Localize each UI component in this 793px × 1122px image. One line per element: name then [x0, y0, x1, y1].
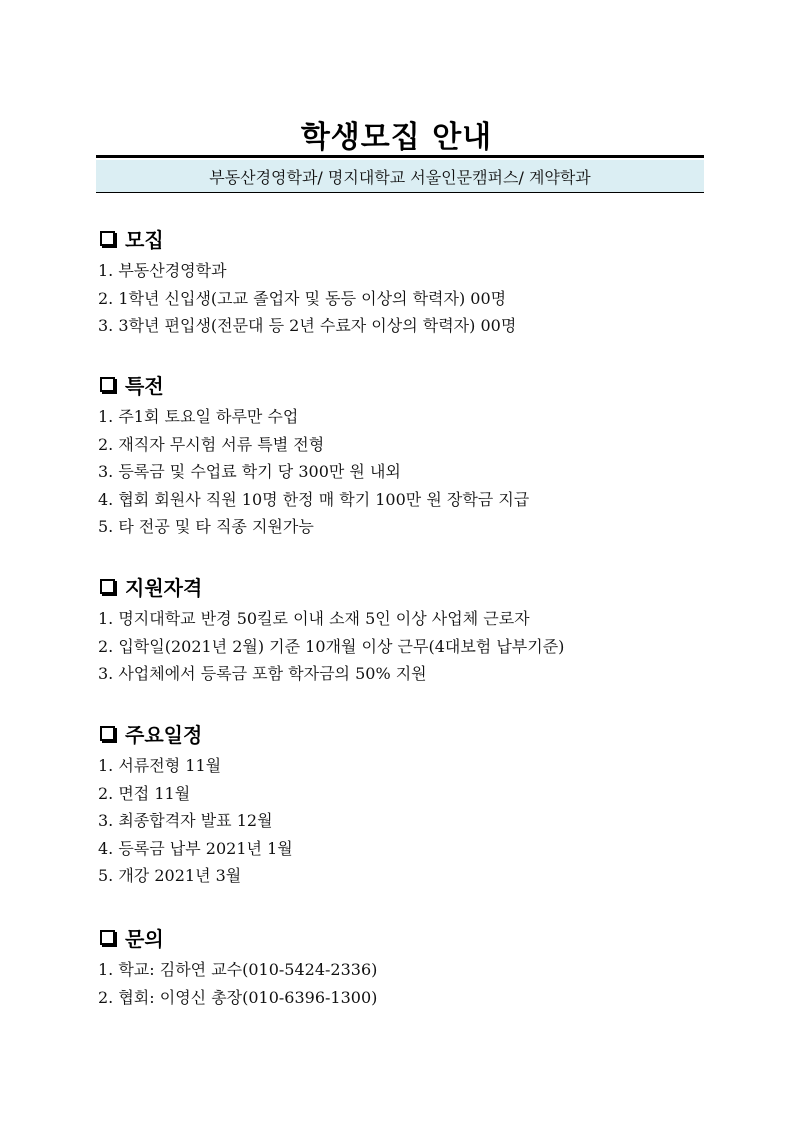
section-heading — [98, 571, 718, 601]
list-item: 2. 1학년 신입생(고교 졸업자 및 동등 이상의 학력자) 00명 — [98, 288, 507, 308]
item-list — [98, 605, 718, 688]
section-heading — [98, 922, 718, 952]
list-item: 1. 명지대학교 반경 50킬로 이내 소재 5인 이상 사업체 근로자 — [98, 609, 530, 628]
section-title: 주요일정 — [125, 722, 203, 747]
list-item: 2. 협회: 이영신 총장(010-6396-1300) — [98, 987, 378, 1007]
section-heading — [98, 369, 718, 399]
section-title: 문의 — [125, 926, 164, 951]
title-underline — [96, 155, 704, 158]
section-title: 지원자격 — [125, 575, 203, 600]
subtitle-text: 부동산경영학과/ 명지대학교 서울인문캠퍼스/ 계약학과 — [209, 167, 591, 187]
checkbox-icon — [100, 231, 115, 246]
checkbox-icon — [100, 579, 115, 594]
checkbox-icon — [100, 377, 115, 392]
checkbox-icon — [100, 726, 115, 741]
section-heading — [98, 223, 718, 253]
item-list — [98, 257, 718, 340]
section-schedule — [98, 718, 718, 890]
list-item: 4. 등록금 납부 2021년 1월 — [98, 838, 293, 858]
item-list — [98, 403, 718, 541]
section-eligibility — [98, 571, 718, 688]
list-item: 2. 재직자 무시험 서류 특별 전형 — [98, 434, 325, 454]
list-item: 3. 최종합격자 발표 12월 — [98, 811, 273, 830]
section-heading — [98, 718, 718, 748]
section-recruitment — [98, 223, 718, 340]
list-item: 1. 서류전형 11월 — [98, 756, 222, 775]
section-benefits — [98, 369, 718, 541]
page-title: 학생모집 안내 — [300, 120, 493, 155]
list-item: 5. 타 전공 및 타 직종 지원가능 — [98, 517, 314, 536]
subtitle-banner — [96, 160, 704, 193]
list-item: 4. 협회 회원사 직원 10명 한정 매 학기 100만 원 장학금 지급 — [98, 489, 530, 509]
list-item: 5. 개강 2021년 3월 — [98, 866, 242, 885]
section-contact — [98, 922, 718, 1011]
section-title: 모집 — [125, 227, 164, 252]
list-item: 3. 등록금 및 수업료 학기 당 300만 원 내외 — [98, 462, 401, 481]
list-item: 2. 면접 11월 — [98, 783, 191, 803]
section-title: 특전 — [125, 373, 164, 398]
list-item: 1. 주1회 토요일 하루만 수업 — [98, 407, 299, 426]
list-item: 3. 사업체에서 등록금 포함 학자금의 50% 지원 — [98, 664, 427, 683]
item-list — [98, 752, 718, 890]
list-item: 2. 입학일(2021년 2월) 기준 10개월 이상 근무(4대보험 납부기준) — [98, 636, 565, 656]
item-list — [98, 956, 718, 1011]
checkbox-icon — [100, 930, 115, 945]
list-item: 1. 학교: 김하연 교수(010-5424-2336) — [98, 960, 378, 979]
list-item: 3. 3학년 편입생(전문대 등 2년 수료자 이상의 학력자) 00명 — [98, 316, 517, 335]
list-item: 1. 부동산경영학과 — [98, 261, 227, 280]
